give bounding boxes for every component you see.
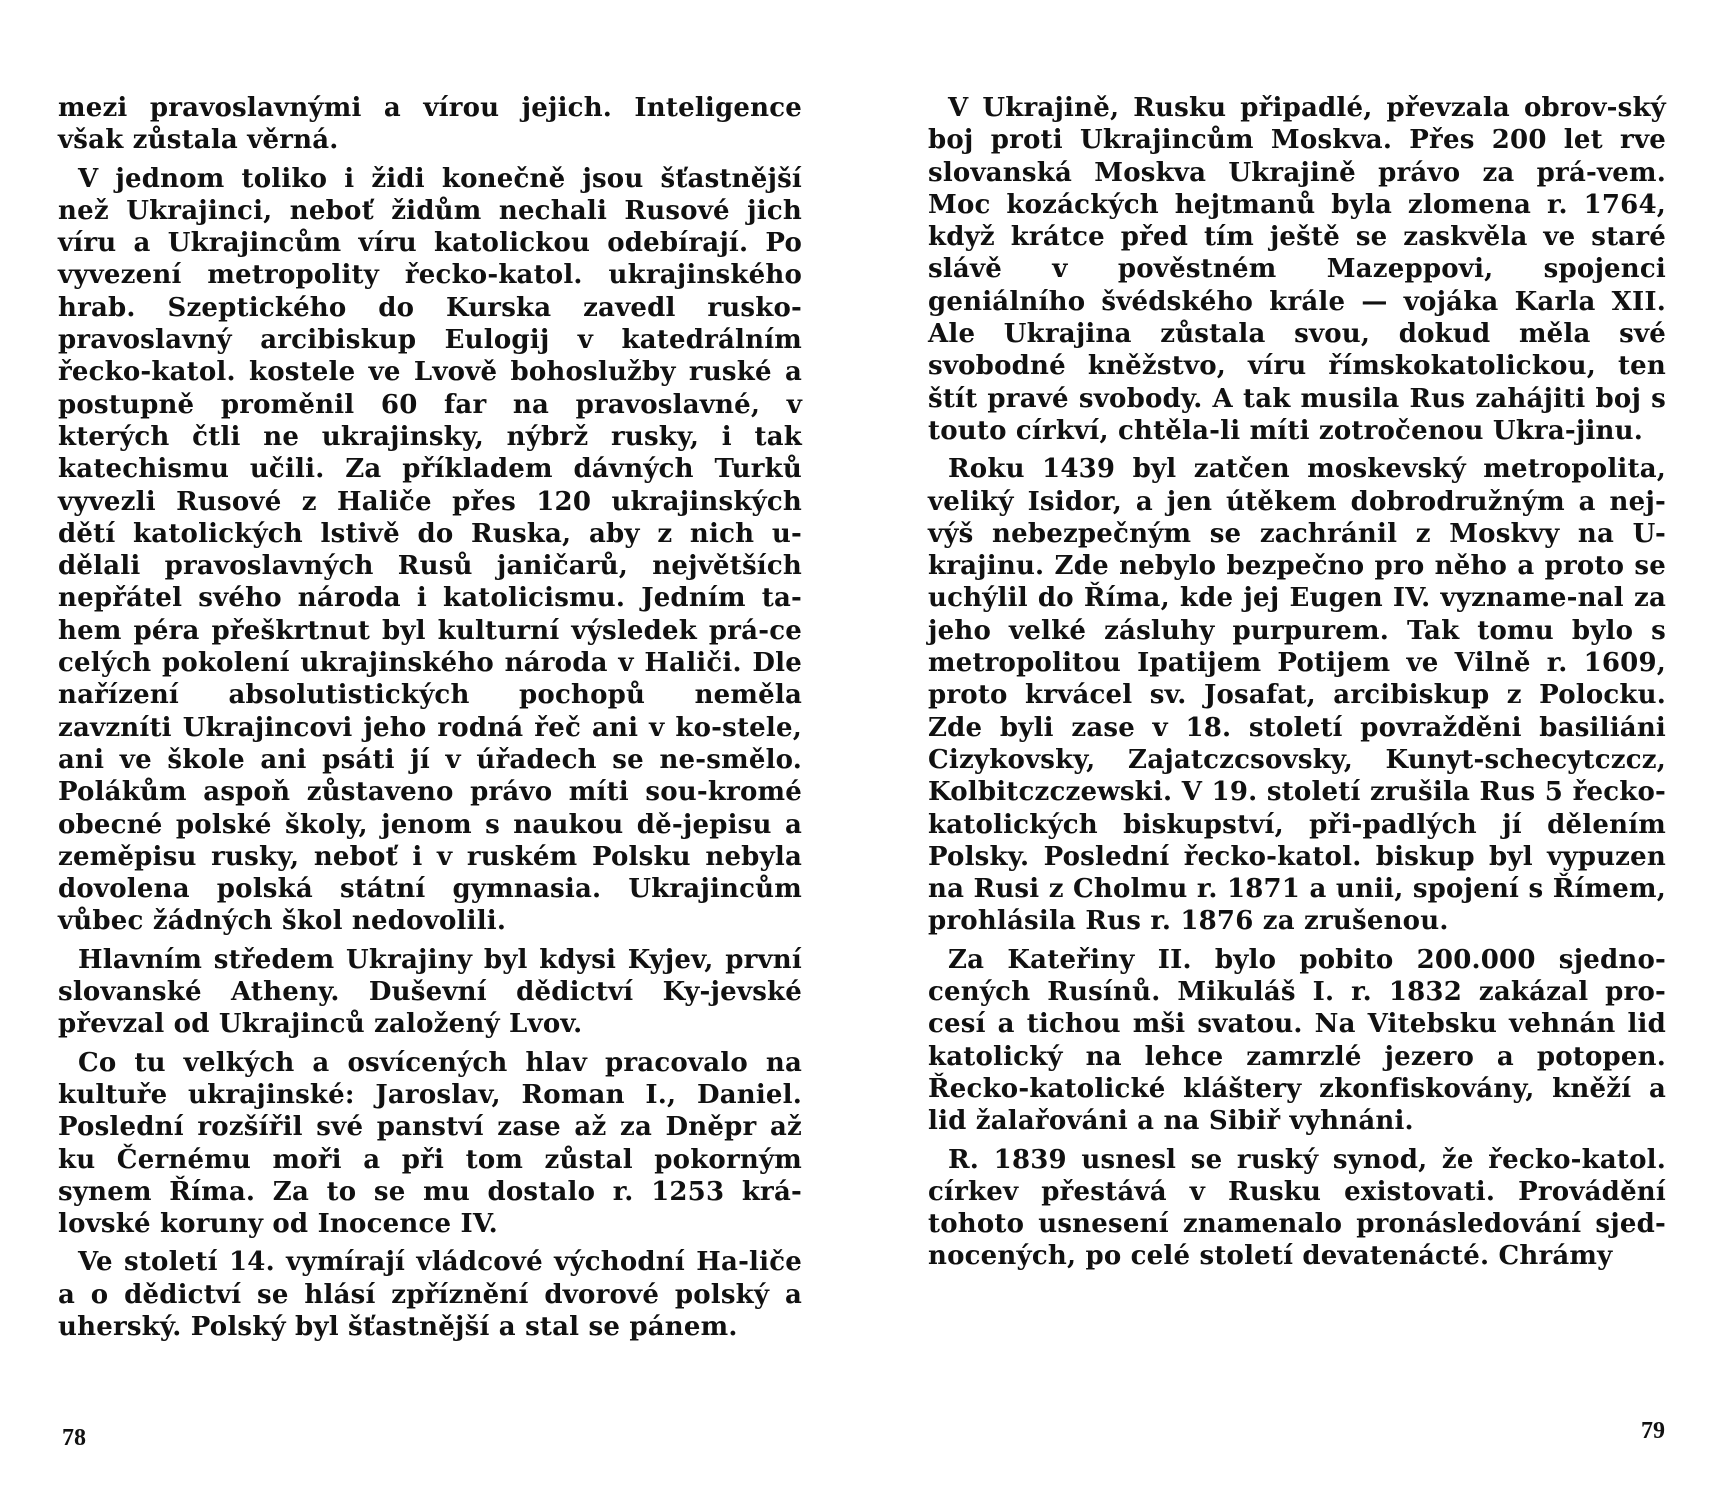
paragraph: Roku 1439 byl zatčen moskevský metropolita, veliký Isidor, a jen útěkem dobrodružným a nej-výš nebezpečným se zachránil z Moskvy na U-krajinu. Zde nebylo bezpečno pro něho a proto se uchýlil do Říma, kde jej Eugen IV. vyzname-nal za jeho velké zásluhy purpurem. Tak tomu bylo s metropolitou Ipatijem Potijem ve Vilně r. 1609, proto krvácel sv. Josafat, arcibiskup z Polocku. Zde byli zase v 18. století povražděni basiliáni Cizykovsky, Zajatczcsovsky, Kunyt-schecytczcz, Kolbitczczewski. V 19. století zrušila Rus 5 řecko-katolických biskupství, při-padlých jí dělením Polsky. Poslední řecko-katol. biskup byl vypuzen na Rusi z Cholmu r. 1871 a unii, spojení s Římem, prohlásila Rus r. 1876 za zrušenou. [928,454,1666,937]
paragraph: Za Kateřiny II. bylo pobito 200.000 sjedno-cených Rusínů. Mikuláš I. r. 1832 zakázal pro-cesí a tichou mši svatou. Na Vitebsku vehnán lid katolický na lehce zamrzlé jezero a potopen. Řecko-katolické kláštery zkonfiskovány, kněží a lid žalařováni a na Sibiř vyhnáni. [928,944,1666,1137]
right-page-text [928,92,1666,1279]
paragraph: Co tu velkých a osvícených hlav pracovalo na kultuře ukrajinské: Jaroslav, Roman I., Daniel. Poslední rozšířil své panství zase až za Dněpr až ku Černému moři a při tom zůstal pokorným synem Říma. Za to se mu dostalo r. 1253 krá-lovské koruny od Inocence IV. [58,1047,802,1240]
paragraph: V jednom toliko i židi konečně jsou šťastnější než Ukrajinci, neboť židům nechali Rusové jich víru a Ukrajincům víru katolickou odebírají. Po vyvezení metropolity řecko-katol. ukrajinského hrab. Szeptického do Kurska zavedl rusko-pravoslavný arcibiskup Eulogij v katedrálním řecko-katol. kostele ve Lvově bohoslužby ruské a postupně proměnil 60 far na pravoslavné, v kterých čtli ne ukrajinsky, nýbrž rusky, i tak katechismu učili. Za příkladem dávných Turků vyvezli Rusové z Haliče přes 120 ukrajinských dětí katolických lstivě do Ruska, aby z nich u-dělali pravoslavných Rusů janičarů, největších nepřátel svého národa i katolicismu. Jedním ta-hem péra přeškrtnut byl kulturní výsledek prá-ce celých pokolení ukrajinského národa v Haliči. Dle nařízení absolutistických pochopů neměla zavzníti Ukrajincovi jeho rodná řeč ani v ko-stele, ani ve škole ani psáti jí v úřadech se ne-smělo. Polákům aspoň zůstaveno právo míti sou-kromé obecné polské školy, jenom s naukou dě-jepisu a zeměpisu rusky, neboť i v ruském Polsku nebyla dovolena polská státní gymnasia. Ukrajincům vůbec žádných škol nedovolili. [58,163,802,937]
paragraph: R. 1839 usnesl se ruský synod, že řecko-katol. církev přestává v Rusku existovati. Provádění tohoto usnesení znamenalo pronásledování sjed-nocených, po celé století devatenácté. Chrámy [928,1144,1666,1272]
paragraph: V Ukrajině, Rusku připadlé, převzala obrov-ský boj proti Ukrajincům Moskva. Přes 200 let rve slovanská Moskva Ukrajině právo za prá-vem. Moc kozáckých hejtmanů byla zlomena r. 1764, když krátce před tím ještě se zaskvěla ve staré slávě v pověstném Mazeppovi, spojenci geniálního švédského krále — vojáka Karla XII. Ale Ukrajina zůstala svou, dokud měla své svobodné kněžstvo, víru římskokatolickou, ten štít pravé svobody. A tak musila Rus zahájiti boj s touto církví, chtěla-li míti zotročenou Ukra-jinu. [928,93,1666,446]
left-page-text [58,92,802,1349]
right-page [858,0,1716,1500]
page-number: 78 [62,1425,86,1451]
paragraph: Hlavním středem Ukrajiny byl kdysi Kyjev, první slovanské Atheny. Duševní dědictví Ky-jevské převzal od Ukrajinců založený Lvov. [58,944,802,1040]
page-number: 79 [1641,1418,1665,1444]
paragraph: Ve století 14. vymírají vládcové východní Ha-liče a o dědictví se hlásí zpříznění dvorové polský a uherský. Polský byl šťastnější a stal se pánem. [58,1247,802,1342]
paragraph: mezi pravoslavnými a vírou jejich. Inteligence však zůstala věrná. [58,93,802,156]
